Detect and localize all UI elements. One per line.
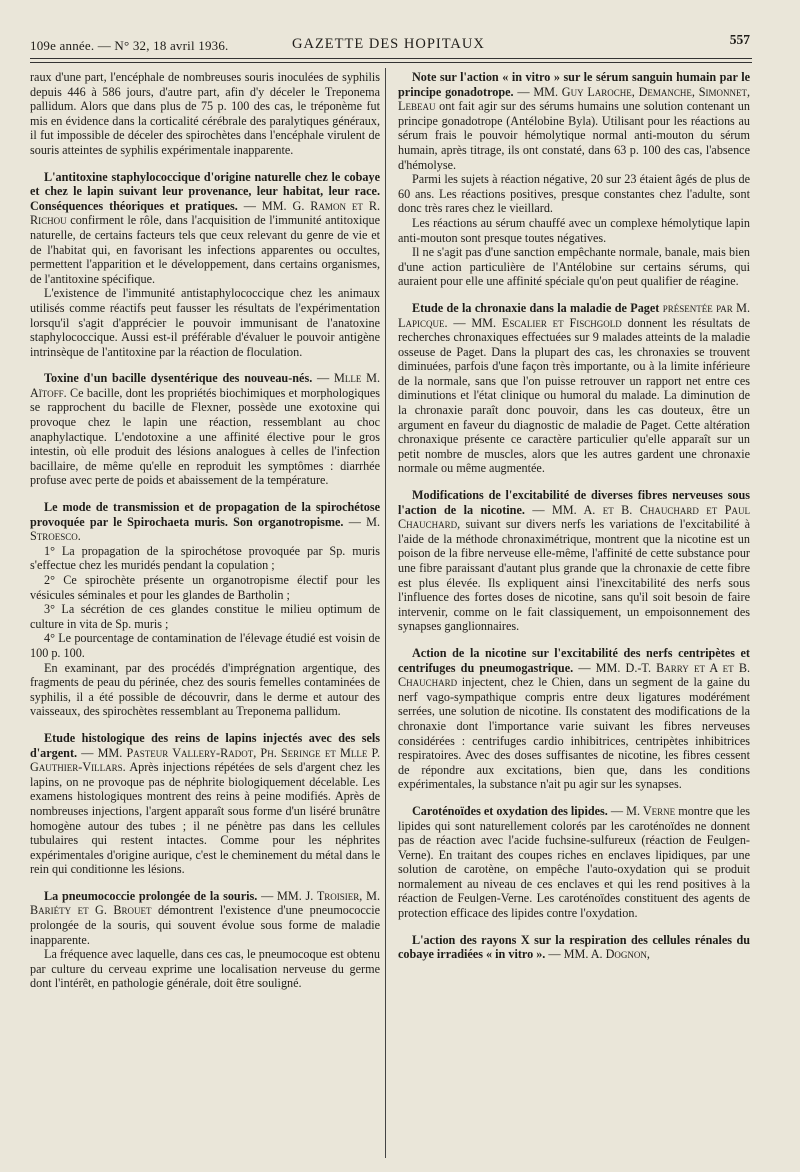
article-authors: — M. Verne	[610, 803, 676, 818]
paragraph: Les réactions au sérum chauffé avec un complexe hémolytique lapin anti-mouton sont presque toutes négatives.	[398, 215, 750, 245]
list-item: 4° Le pourcentage de contamination de l'élevage étudié est voisin de 100 p. 100.	[30, 631, 380, 660]
article-body: ont fait agir sur des sérums humains une solution contenant un principe gonadotrope (Antélobine Byla). Utilisant pour les réactions au sérum frais le pouvoir hémolytique normal anti-mouton du sérum humain, après titrage, ils ont constaté, dans 63 p. 100 des cas, l'absence d'hémolyse.	[398, 99, 750, 172]
article-title: Action de la nicotine sur l'excitabilité des nerfs centripètes et centrifuges du pneumogastrique.	[398, 645, 750, 675]
page-number: 557	[729, 32, 750, 47]
continued-paragraph: raux d'une part, l'encéphale de nombreuses souris inoculées de syphilis depuis 446 à 586 jours, d'autre part, afin d'y déceler le Treponema pallidum. Alors que dans plus de 75 p. 100 des cas, le tréponème fut mis en évidence dans la corticalité cérébrale des paralytiques généraux, il fut impossible de déceler des spirochètes dans l'encéphale virulent de souris atteintes de syphilis expérimentale inapparente.	[30, 70, 380, 157]
article-title: L'antitoxine staphylococcique d'origine naturelle chez le cobaye et chez le lapin suivant leur provenance, leur habitat, leur race. Conséquences théoriques et pratiques.	[30, 169, 380, 213]
header-rule	[30, 58, 752, 59]
article-authors: — MM. D.-T. Barry et A et B. Chauchard	[398, 660, 750, 690]
column-divider	[385, 68, 386, 1158]
article-antitoxine	[30, 170, 380, 287]
article-spirochetose	[30, 500, 380, 544]
article-authors: — M. Stroesco.	[30, 514, 380, 544]
article-toxine	[30, 371, 380, 488]
article-authors: — MM. Pasteur Vallery-Radot, Ph. Seringe et Mlle P. Gauthier-Villars.	[30, 745, 380, 775]
article-authors: — MM. J. Troisier, M. Bariéty et G. Brouet	[30, 888, 380, 918]
article-authors: — MM. A. et B. Chauchard et Paul Chauchard,	[398, 502, 751, 532]
article-body: démontrent l'existence d'une pneumococcie prolongée de la souris, qui souvent évolue sous forme de maladie inapparente.	[30, 903, 381, 947]
paragraph: En examinant, par des procédés d'imprégnation argentique, des fragments de peau du périnée, chez des souris femelles contaminées de syphilis, il a été possible de découvrir, dans le derme et autour des vaisseaux, des spirochètes ressemblant au Treponema pallidum.	[30, 660, 380, 719]
list-item: 3° La sécrétion de ces glandes constitue le milieu optimum de culture in vita de Sp. muris ;	[30, 602, 380, 631]
article-title: Le mode de transmission et de propagation de la spirochétose provoquée par le Spirochaeta muris. Son organotropisme.	[30, 500, 380, 529]
article-body: donnent les résultats de recherches chronaxiques effectuées sur 9 malades atteints de la maladie osseuse de Paget. Dans la plupart des cas, les chronaxies se trouvent diminuées, parfois d'une façon très importante, ou à la limite inférieure de la normale, sans que l'on puisse retrouver un rapport net entre ces diminutions et l'état clinique ou humoral du malade. La diminution de la chronaxie paraît donc pouvoir, dans les cas douteux, être un argument en faveur du diagnostic de maladie de Paget. Cette altération chronaxique présente ce caractère particulier qu'elle apparaît sur un petit nombre de muscles, alors que les autres gardent une chronaxie normale ou même augmentée.	[398, 315, 750, 476]
article-title: Modifications de l'excitabilité de diverses fibres nerveuses sous l'action de la nicotine.	[398, 488, 750, 517]
paragraph: Il ne s'agit pas d'une sanction empêchante normale, banale, mais bien d'une action particulière de l'Antélobine sur certains sérums, qui auraient pour elle une affinité spéciale qu'on peut qualifier de réagine.	[398, 245, 750, 289]
paragraph: L'existence de l'immunité antistaphylococcique chez les animaux utilisés comme réactifs peut fausser les résultats de l'expérimentation lorsqu'il s'agit d'apprécier le pouvoir immunisant de l'anatoxine staphylococcique. Aussi est-il préférable d'évaluer le pouvoir antigène intrinsèque de l'antitoxine par la réaction de floculation.	[30, 286, 380, 359]
article-excitabilite	[398, 488, 750, 634]
article-authors: — MM. G. Ramon et R. Richou	[30, 198, 380, 228]
article-title: Caroténoïdes et oxydation des lipides.	[412, 803, 608, 818]
article-body: suivant sur divers nerfs les variations de l'excitabilité à l'aide de la méthode chronaximétrique, montrent que la nicotine est un poison de la fibre nerveuse elle-même, l'affinité de cette substance pour une fibre paraissant d'autant plus grande que la chronaxie de cette fibre est plus élevée. Ils expliquent ainsi l'inexcitabilité des nerfs sous l'influence des fortes doses de nicotine, sans qu'il soit besoin de faire intervenir, comme on le fait classiquement, un empoisonnement des synapses ganglionnaires.	[398, 517, 751, 634]
journal-title: GAZETTE DES HOPITAUX	[292, 36, 485, 52]
article-body: confirment le rôle, dans l'acquisition de l'immunité antitoxique naturelle, de certains facteurs tels que ceux relevant du genre de vie et de l'habitat qui, en favorisant les infections apparentes ou occultes, permettent l'apparition et le développement, dans certains organismes, de l'antitoxine spécifique.	[30, 213, 381, 286]
article-carotenoides	[398, 804, 750, 921]
article-title: Etude histologique des reins de lapins injectés avec des sels d'argent.	[30, 730, 380, 760]
article-body: injectent, chez le Chien, dans un segment de la gaine du nerf vago-sympathique compris entre deux ligatures modérément serrées, une solution de nicotine. Ils constatent des modifications de la chronaxie dont l'importance varie suivant les fibres nerveuses considérées : centrifuges cardio inhibitrices, centripètes inhibitrices respiratoires. Avec des doses suffisantes de nicotine, les fibres cessent de répondre aux excitations, bien que, dans les conditions expérimentales, la substance n'ait pu agir sur les synapses.	[398, 675, 751, 792]
left-column	[30, 70, 380, 991]
article-title: La pneumococcie prolongée de la souris.	[44, 888, 258, 903]
article-body: montre que les lipides qui sont naturellement colorés par les caroténoïdes ne donnent pas de réaction avec l'acide fuchsine-sulfureux (réaction de Feulgen-Verne). En traitant des coupes riches en enclaves lipidiques, par une solution de carotène, on empêche l'auto-oxydation qui se produit normalement au niveau de ces enclaves et qui les rend positives à la réaction de Feulgen-Verne. Les caroténoïdes constituent des agents de protection efficace des lipides contre l'oxydation.	[398, 803, 751, 921]
paragraph: La fréquence avec laquelle, dans ces cas, le pneumocoque est obtenu par culture du cerveau exprime une localisation nerveuse du germe dont l'intérêt, en pathologie générale, doit être souligné.	[30, 947, 380, 991]
article-body: Après injections répétées de sels d'argent chez les lapins, on ne provoque pas de néphrite biologiquement décelable. Les examens histologiques montrent des reins à peine modifiés. Après de nombreuses injections, l'argent apparaît sous forme d'un liséré brunâtre homogène autour des tubes ; il ne pénètre pas dans les cellules tubulaires qui restent intactes. Comme pour les néphrites expérimentales d'origine aurique, c'est le cheminement du métal dans le rein qui conditionne les lésions.	[30, 760, 381, 877]
article-title: Etude de la chronaxie dans la maladie de Paget	[412, 300, 660, 315]
article-authors: présentée par M. Lapicque. — MM. Escalier et Fischgold	[398, 300, 750, 330]
article-title: Toxine d'un bacille dysentérique des nouveau-nés.	[44, 371, 313, 386]
article-serum	[398, 70, 750, 172]
article-authors: — MM. A. Dognon,	[548, 947, 650, 962]
header-rule-thin	[30, 62, 752, 63]
article-rayons-x	[398, 933, 750, 962]
list-item: 2° Ce spirochète présente un organotropisme électif pour les vésicules séminales et pour les glandes de Bartholin ;	[30, 573, 380, 602]
article-pneumococcie	[30, 889, 380, 947]
article-title: L'action des rayons X sur la respiration des cellules rénales du cobaye irradiées « in vitro ».	[398, 932, 750, 962]
page-header	[30, 28, 750, 54]
article-pneumogastrique	[398, 646, 750, 792]
right-column	[398, 70, 750, 962]
article-reins	[30, 731, 380, 877]
list-item: 1° La propagation de la spirochétose provoquée par Sp. muris s'effectue chez les muridés pendant la copulation ;	[30, 543, 380, 573]
article-title: Note sur l'action « in vitro » sur le sérum sanguin humain par le principe gonadotrope.	[398, 70, 750, 99]
article-chronaxie	[398, 301, 750, 476]
article-authors: — Mlle M. Aïtoff.	[30, 371, 380, 400]
article-body: Ce bacille, dont les propriétés biochimiques et morphologiques se rapprochent du bacille de Flexner, possède une exotoxine qui provoque chez le lapin une réaction, ressemblant au choc anaphylactique. L'endotoxine a une affinité élective pour le gros intestin, où elle produit des lésions analogues à celles de l'infection bacillaire, de même qu'elle en reproduit les symptômes : diarrhée profuse avec perte de poids et abaissement de la température.	[30, 385, 380, 488]
issue-info: 109e année. — N° 32, 18 avril 1936.	[30, 38, 229, 53]
article-authors: — MM. Guy Laroche, Demanche, Simonnet, Lebeau	[398, 84, 751, 114]
paragraph: Parmi les sujets à réaction négative, 20 sur 23 étaient âgés de plus de 60 ans. Les réactions positives, presque constantes chez l'adulte, sont donc très rares chez le vieillard.	[398, 172, 750, 216]
